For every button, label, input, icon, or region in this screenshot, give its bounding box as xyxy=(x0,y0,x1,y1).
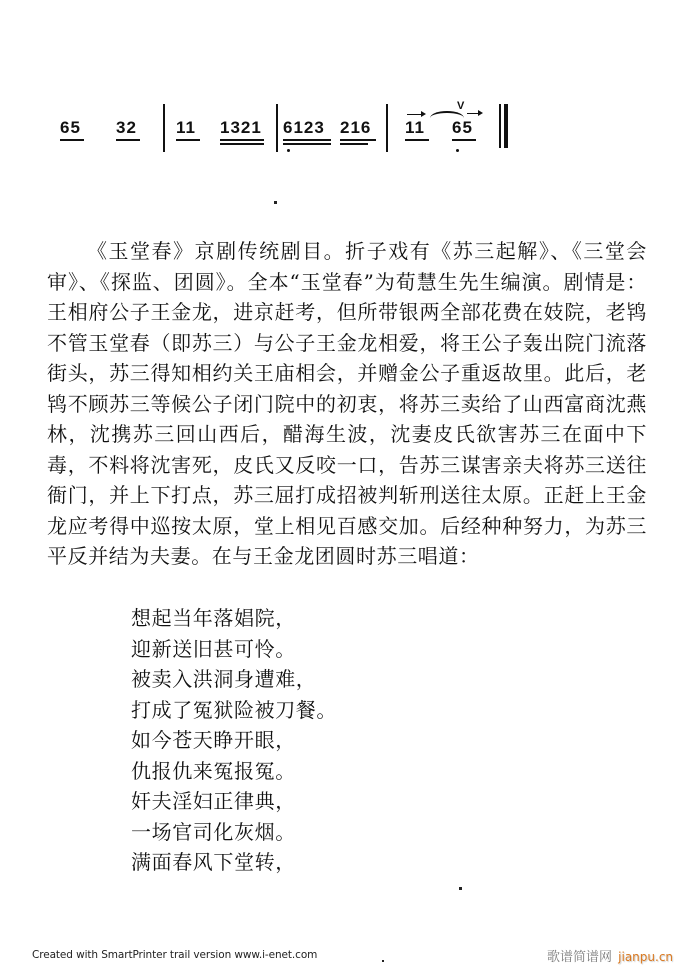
site-name-cn: 歌谱简谱网 xyxy=(547,950,613,965)
underline-sixteenth xyxy=(220,143,264,145)
note-digits: 1321 xyxy=(220,118,262,137)
note-group-11-final xyxy=(405,119,425,137)
note-digits: 216 xyxy=(340,118,372,137)
underline-eighth xyxy=(340,139,376,141)
note-group-65-final xyxy=(452,119,473,137)
lyric-line: 满面春风下堂转， xyxy=(131,850,296,874)
final-barline-thin xyxy=(499,104,501,148)
low-octave-dot xyxy=(456,149,459,152)
lyric-line: 仇报仇来冤报冤。 xyxy=(131,758,296,783)
lyric-line: 想起当年落娼院， xyxy=(131,606,296,630)
scan-artifact-dot xyxy=(274,201,277,204)
underline-eighth xyxy=(220,139,264,141)
underline-eighth xyxy=(176,139,200,141)
barline xyxy=(386,104,388,152)
synopsis-paragraph: 《玉堂春》京剧传统剧目。折子戏有《苏三起解》、《三堂会审》、《探监、团圆》。全本“玉堂春”为荀慧生先生编演。剧情是：王相府公子王金龙，进京赶考，但所带银两全部花费在妓院，老鸨不管玉堂春（即苏三）与公子王金龙相爱，将王公子轰出院门流落街头，苏三得知相约关王庙相会，并赠金公子重返故里。此后，老鸨不顾苏三等候公子闭门院中的初衷，将苏三卖给了山西富商沈燕林，沈携苏三回山西后，醋海生波，沈妻皮氏欲害苏三在面中下毒，不料将沈害死，皮氏又反咬一口，告苏三谋害亲夫将苏三送往衙门，并上下打点，苏三屈打成招被判斩刑送往太原。正赶上王金龙应考得中巡按太原，堂上相见百感交加。后经种种努力，为苏三平反并结为夫妻。在与王金龙团圆时苏三唱道： xyxy=(47,239,647,568)
breath-mark-icon: V xyxy=(457,100,465,112)
note-digits: 65 xyxy=(452,118,473,137)
note-group-1321 xyxy=(220,119,262,137)
note-group-65 xyxy=(60,119,81,137)
barline xyxy=(276,104,278,152)
note-digits: 11 xyxy=(176,118,196,137)
scan-artifact-dot xyxy=(382,960,384,962)
jianpu-score-line xyxy=(0,0,690,175)
arrow-mark-icon xyxy=(407,114,423,115)
lyrics-block xyxy=(131,603,337,878)
smartprinter-watermark: Created with SmartPrinter trail version www.i-enet.com xyxy=(32,949,318,961)
lyric-line: 一场官司化灰烟。 xyxy=(131,819,296,844)
final-barline-thick xyxy=(504,104,508,148)
lyric-line: 奸夫淫妇正律典， xyxy=(131,789,296,813)
note-digits: 11 xyxy=(405,118,425,137)
underline-eighth xyxy=(116,139,140,141)
note-group-6123 xyxy=(283,119,325,137)
lyric-line: 打成了冤狱险被刀餐。 xyxy=(131,697,337,722)
lyric-line: 如今苍天睁开眼， xyxy=(131,728,296,752)
underline-eighth xyxy=(283,139,331,141)
note-group-32 xyxy=(116,119,137,137)
site-domain: jianpu.cn xyxy=(618,950,674,964)
lyric-line: 被卖入洪洞身遭难， xyxy=(131,667,317,691)
underline-eighth xyxy=(60,139,84,141)
lyric-line: 迎新送旧甚可怜。 xyxy=(131,636,296,661)
low-octave-dot xyxy=(287,149,290,152)
note-digits: 6123 xyxy=(283,118,325,137)
arrow-mark-icon xyxy=(467,113,480,114)
note-group-11 xyxy=(176,119,196,137)
underline-eighth xyxy=(452,139,476,141)
note-digits: 65 xyxy=(60,118,81,137)
underline-sixteenth xyxy=(283,143,331,145)
note-digits: 32 xyxy=(116,118,137,137)
underline-sixteenth xyxy=(340,143,368,145)
note-group-216 xyxy=(340,119,371,137)
scan-artifact-dot xyxy=(459,887,462,890)
jianpu-site-watermark xyxy=(547,946,673,965)
barline xyxy=(163,104,165,152)
underline-eighth xyxy=(405,139,429,141)
